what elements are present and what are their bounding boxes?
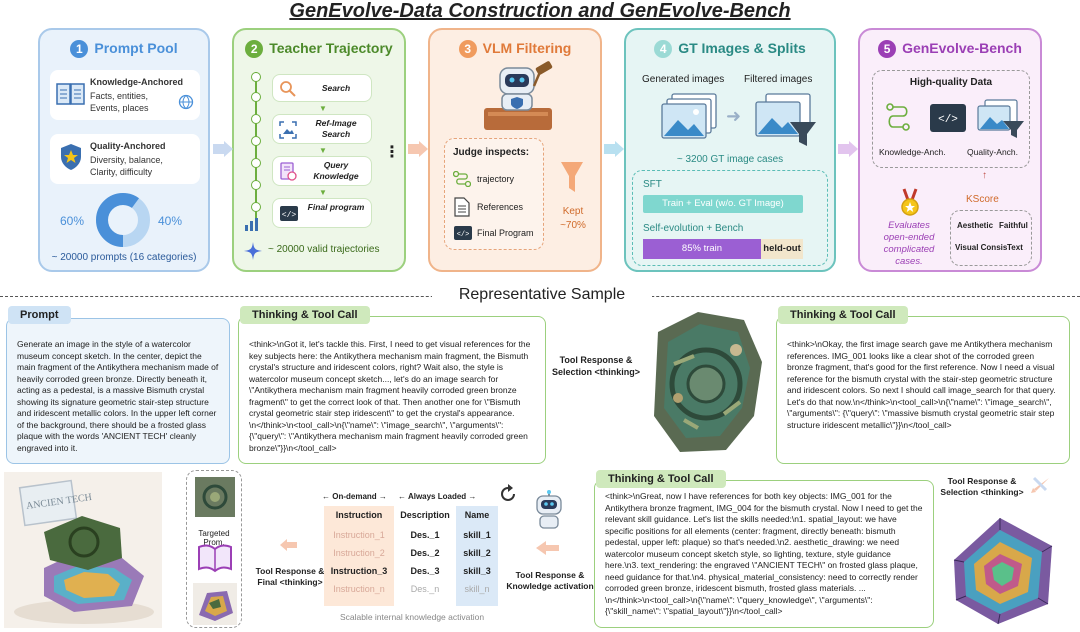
kscore-label: KScore [966, 194, 999, 205]
evaluates-line: open-ended [883, 232, 935, 243]
metric-text: Text [1007, 243, 1023, 252]
table-cell: Instruction_3 [330, 566, 388, 576]
table-cell: skill_3 [463, 566, 491, 576]
timeline-dot [251, 72, 261, 82]
step-number: 3 [459, 40, 477, 58]
metrics-box [950, 210, 1032, 266]
quality-desc-2: Clarity, difficulty [90, 167, 153, 177]
route-icon [453, 171, 471, 187]
thinking-tag-1: Thinking & Tool Call [240, 306, 370, 324]
genevolve-bench-panel [858, 28, 1042, 272]
step-search [272, 74, 372, 102]
step-query-knowledge [272, 156, 372, 186]
antikythera-fragment-image [644, 304, 768, 460]
search-icon [279, 80, 297, 98]
metric-visual-consis: Visual Consis [955, 243, 1008, 252]
knowledge-anchored-title: Knowledge-Anchored [90, 77, 184, 87]
document-check-icon [279, 162, 297, 182]
table-cell: skill_1 [463, 530, 491, 540]
table-cell: Des._2 [410, 548, 440, 558]
quality-anchored-card [50, 134, 200, 184]
step-final-program-label: Final program [307, 202, 365, 212]
self-evolution-label: Self-evolution + Bench [643, 223, 744, 234]
filtered-image-icon [754, 92, 818, 148]
evaluates-text [870, 220, 948, 268]
flow-arrow-icon [603, 140, 625, 158]
step-query-knowledge-label: Query Knowledge [313, 160, 359, 181]
bench-title: GenEvolve-Bench [902, 40, 1022, 56]
code-icon [279, 205, 299, 223]
table-cell: Des._n [410, 584, 440, 594]
gt-cases-count: ~ 3200 GT image cases [676, 154, 784, 165]
route-icon [885, 103, 911, 131]
table-cell: Instruction_n [333, 584, 385, 594]
timeline-dot [251, 180, 261, 190]
flow-arrow-icon [536, 540, 560, 556]
generated-images-label: Generated images [642, 74, 725, 85]
quality-anch-label: Quality-Anch. [967, 147, 1019, 157]
tool-response-2: Tool Response & Selection <thinking> [940, 476, 1024, 497]
hq-label: High-quality Data [909, 77, 993, 88]
heldout-bar: held-out [761, 239, 803, 259]
step-number: 2 [245, 40, 263, 58]
fragment-thumbnail [195, 477, 235, 517]
image-stack-icon [660, 92, 720, 144]
medal-icon [898, 188, 922, 218]
vlm-header [430, 40, 600, 58]
step-number: 1 [70, 40, 88, 58]
thinking-box-1 [238, 316, 546, 464]
header-description: Description [400, 510, 450, 520]
thinking-tag-2: Thinking & Tool Call [778, 306, 908, 324]
arrow-up-icon: ↑ [982, 170, 987, 181]
timeline-dot [251, 114, 261, 124]
arrow-down-icon: ▼ [319, 188, 327, 197]
prompt-tag: Prompt [8, 306, 71, 324]
thinking-tag-3: Thinking & Tool Call [596, 470, 726, 488]
arrow-right-icon: ➜ [726, 106, 742, 126]
vlm-filtering-panel [428, 28, 602, 272]
image-scan-icon [279, 121, 297, 139]
always-loaded-label: ← Always Loaded → [398, 492, 477, 501]
metric-faithful: Faithful [999, 221, 1028, 230]
teacher-trajectory-panel [232, 28, 406, 272]
step-ref-image [272, 114, 372, 144]
thinking-box-3 [594, 480, 934, 628]
evaluates-line: complicated [883, 244, 935, 255]
svg-text:</>: </> [281, 211, 297, 220]
table-cell: Des._1 [410, 530, 440, 540]
bismuth-thumbnail [193, 583, 237, 625]
prompt-pool-panel [38, 28, 210, 272]
step-number: 5 [878, 40, 896, 58]
prompt-text: Generate an image in the style of a watercolor museum concept sketch. In the center, depict the main fragment of the Antikythera mechanism made of heavily corroded green bronze. Directly beneath it, acting as a pedestal, is a massive Bismuth crystal showing its signature geometric stair-step structure and iridescent metallic colors. In the upper left corner of the background, there should be a frosted glass plaque with the words 'ANCIENT TECH' cleanly engraved into it. [17, 339, 219, 453]
funnel-icon [560, 160, 584, 200]
arrow-down-icon: ▼ [319, 146, 327, 155]
header-instruction: Instruction [335, 510, 383, 520]
book-icon [197, 543, 233, 573]
bar-chart-icon [244, 218, 260, 232]
star-badge-icon [58, 142, 84, 172]
judge-inspects-box [444, 138, 544, 250]
sft-bar: Train + Eval (w/o. GT Image) [643, 195, 803, 213]
globe-icon [178, 94, 194, 110]
judge-title: Judge inspects: [453, 147, 530, 158]
table-cell: Instruction_2 [333, 548, 385, 558]
metric-aesthetic: Aesthetic [957, 221, 994, 230]
on-demand-text: On-demand [332, 492, 377, 501]
robot-icon [532, 490, 566, 530]
split-donut-chart [95, 192, 151, 248]
tool-response-knowledge: Tool Response & Knowledge activation [506, 570, 594, 591]
teacher-footer: ~ 20000 valid trajectories [268, 244, 380, 255]
step-number: 4 [654, 40, 672, 58]
targeted-prompt-box [186, 470, 242, 628]
arrow-down-icon: ▼ [319, 104, 327, 113]
on-demand-label: ← On-demand → [322, 492, 387, 501]
timeline-dot [251, 158, 261, 168]
timeline-dot [251, 202, 261, 212]
flow-arrow-icon [212, 140, 234, 158]
code-icon [929, 103, 967, 133]
evaluates-line: Evaluates [888, 220, 930, 231]
prompt-box [6, 318, 230, 464]
thinking-box-2 [776, 316, 1070, 464]
quality-anchored-title: Quality-Anchored [90, 141, 166, 151]
evaluates-line: cases. [895, 256, 923, 267]
teacher-header [234, 40, 404, 58]
teacher-title: Teacher Trajectory [269, 40, 393, 56]
robot-judge-icon [478, 60, 558, 132]
code-icon [453, 225, 473, 241]
tool-response-final: Tool Response & Final <thinking> [255, 566, 325, 587]
header-name: Name [464, 510, 490, 520]
timeline-dot [251, 92, 261, 102]
always-loaded-text: Always Loaded [407, 492, 467, 501]
pct-right: 40% [158, 214, 183, 228]
bismuth-crystal-image [942, 500, 1064, 628]
svg-text:</>: </> [456, 231, 470, 239]
flow-arrow-icon [407, 140, 429, 158]
step-ref-image-label: Ref-Image Search [315, 118, 357, 139]
prompt-pool-title: Prompt Pool [94, 40, 178, 56]
train-bar: 85% train [643, 239, 761, 259]
knowledge-anch-label: Knowledge-Anch. [879, 147, 946, 157]
flow-arrow-icon [280, 538, 298, 552]
refresh-icon [498, 484, 518, 504]
table-cell: skill_2 [463, 548, 491, 558]
knowledge-anchored-card [50, 70, 200, 120]
gt-images-panel [624, 28, 836, 272]
quality-desc-1: Diversity, balance, [90, 155, 163, 165]
table-caption: Scalable internal knowledge activation [339, 612, 485, 622]
knowledge-desc-2: Events, places [90, 103, 149, 113]
judge-item-final-program: Final Program [477, 228, 534, 238]
filtered-image-icon [977, 99, 1025, 139]
generated-result-image [4, 472, 162, 628]
step-search-label: Search [321, 83, 351, 93]
flow-arrow-icon [837, 140, 859, 158]
targeted-prompt-label: Targeted Prom. [198, 529, 230, 547]
kept-value: ~70% [560, 220, 586, 231]
table-cell: Des._3 [410, 566, 440, 576]
thinking-text-3: <think>\nGreat, now I have references for both key objects: IMG_001 for the Antikythera bronze fragment, IMG_004 for the bismuth crystal. Now I need to get the relevant skill guidance. Let's list the skills needed:\n1. spatial_layout: we have specific positions for all elements (center: fragment, directly beneath: bismuth pedestal, upper left: plaque) so that's needed.\n2. aesthetic_drawing: we need watercolor museum concept sketch style, so lighting, texture, style guidance here.\n3. text_rendering: the engraved \"ANCIENT TECH\" on frosted glass plaque, need guidance for that.\n4. physical_material_consistency: need to correctly render corroded green bronze, iridescent bismuth, frosted glass materials. ... \n</think>\n<tool_call>\n{\"name\": \"query_knowledge\", \"arguments\": {\"skill_name\": \"spatial_layout\"}}\n</tool_call> [605, 491, 923, 616]
document-icon [454, 197, 470, 217]
step-final-program [272, 198, 372, 228]
sample-title: Representative Sample [432, 286, 652, 304]
vlm-title: VLM Filtering [482, 40, 572, 56]
thinking-text-2: <think>\nOkay, the first image search gave me Antikythera mechanism references. IMG_001 looks like a clear shot of the corroded green bronze fragment, that's good for the first reference. Now I need a visual reference for the bismuth crystal with the stair-step geometric structure and iridescent colors. So next I should call image_search for that query. Let's do that now.\n</think>\n<tool_call>\n{\"name\": \"image_search\", \"arguments\": {\"query\": \"massive bismuth crystal geometric stair step structure iridescent metallic\"}}\n</tool_call> [787, 339, 1056, 430]
more-dots: ⋮ [384, 144, 400, 161]
bench-header [860, 40, 1040, 58]
figure-title: GenEvolve-Data Construction and GenEvolve-Bench [289, 0, 791, 22]
hq-data-box [872, 70, 1030, 168]
prompt-pool-footer: ~ 20000 prompts (16 categories) [51, 252, 197, 263]
kept-label: Kept [562, 206, 584, 217]
pct-left: 60% [60, 214, 85, 228]
sparkle-icon [244, 242, 262, 260]
judge-item-trajectory: trajectory [477, 174, 515, 184]
book-icon [56, 82, 86, 108]
table-cell: Instruction_1 [333, 530, 385, 540]
sft-label: SFT [643, 179, 662, 190]
judge-item-references: References [477, 202, 524, 212]
prompt-pool-header [40, 40, 208, 58]
plaque-text: ANCIEN TECH [25, 491, 93, 513]
knowledge-desc-1: Facts, entities, [90, 91, 149, 101]
flow-arrow-icon [1030, 474, 1050, 494]
table-cell: skill_n [464, 584, 490, 594]
gt-title: GT Images & Splits [678, 40, 806, 56]
splits-box [632, 170, 828, 266]
timeline-dot [251, 136, 261, 146]
thinking-text-1: <think>\nGot it, let's tackle this. First, I need to get visual references for the key subjects here: the Antikythera mechanism main fragment, the Bismuth crystal's structure and iridescent colors, right? Wait also, the style is watercolor museum concept sketch..., let's do an image search for \"Antikythera mechanism main fragment heavily corroded green bronze fragment\" to get the correct look of that. Then another one for \"Bismuth crystal geometric stair step iridescent\" to get the crystal's appearance. \n</think>\n<tool_call>\n{\"name\": \"image_search\", \"arguments\": {\"query\": \"Antikythera mechanism main fragment heavily corroded green bronze\"}}\n</tool_call> [249, 339, 531, 453]
svg-text:</>: </> [938, 114, 958, 126]
tool-response-1: Tool Response & Selection <thinking> [551, 355, 641, 377]
gt-header [626, 40, 834, 58]
filtered-images-label: Filtered images [744, 74, 813, 85]
